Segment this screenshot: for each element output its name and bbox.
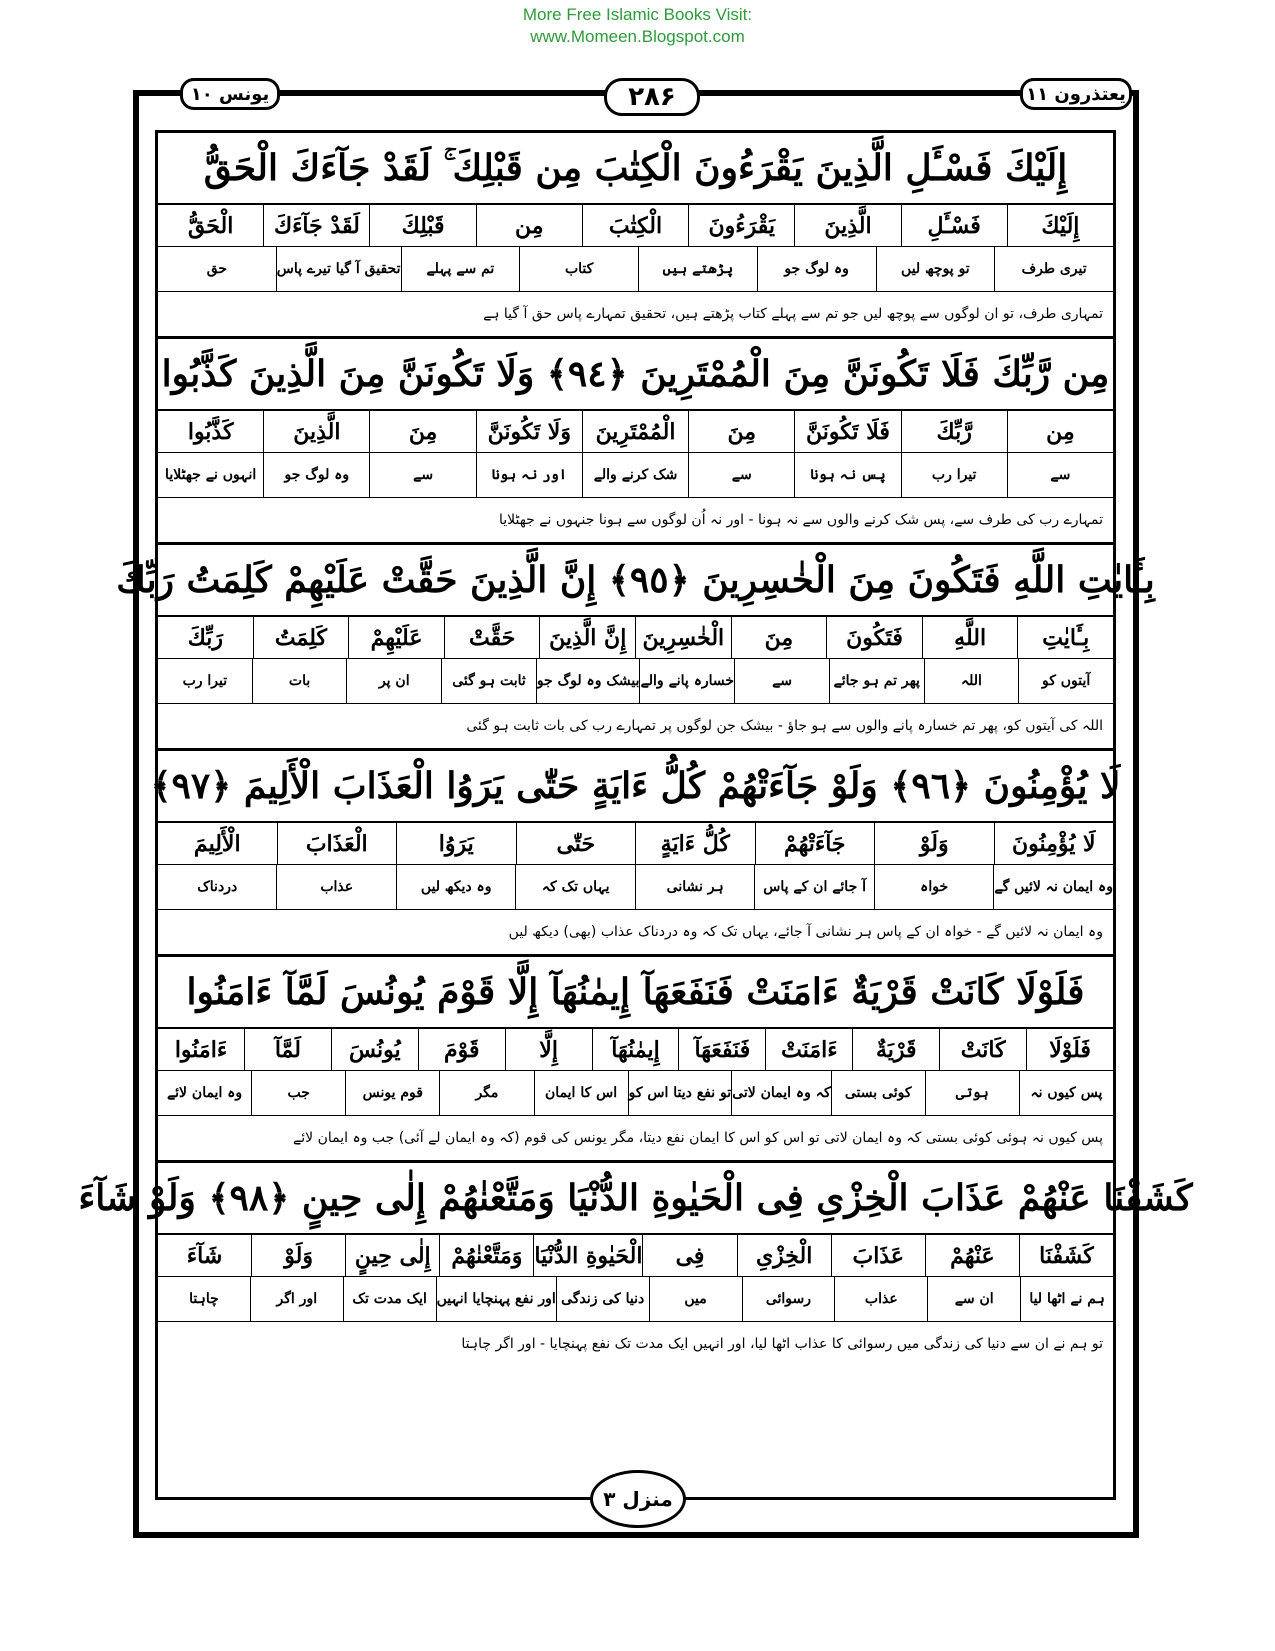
word-cell: ءَامَنَتْ: [765, 1029, 852, 1070]
word-cell: لَمَّآ: [244, 1029, 331, 1070]
word-cell: حَتّٰى: [516, 823, 636, 864]
meaning-cell: تیرا رب: [182, 673, 228, 689]
word-row: [158, 823, 1113, 865]
word-cell: اللَّهِ: [922, 617, 1018, 658]
meaning-cell: تحقیق آ گیا تیرے پاس: [276, 247, 401, 291]
meaning-cell: بات: [252, 659, 347, 703]
word-cell: يُونُسَ: [331, 1029, 418, 1070]
word-cell: الْكِتٰبَ: [582, 205, 688, 246]
meaning-row: [158, 865, 1113, 910]
meaning-cell: یہاں تک کہ: [515, 865, 634, 909]
meaning-cell: آیتوں کو: [1018, 659, 1113, 703]
meaning-cell: سے: [1007, 453, 1113, 497]
meaning-cell: انہوں نے جھٹلایا: [165, 467, 257, 483]
meaning-cell: پڑھتے ہیں: [638, 247, 757, 291]
watermark-line-1: More Free Islamic Books Visit:: [522, 5, 753, 24]
word-cell: وَلَوْ: [874, 823, 994, 864]
meaning-cell: کہ وہ ایمان لاتی: [731, 1071, 830, 1115]
word-cell: شَآءَ: [186, 1242, 223, 1269]
meaning-cell: تو نفع دیتا اس کو: [628, 1071, 732, 1115]
verse-section: [158, 133, 1113, 339]
verse-section: [78, 1163, 1193, 1366]
meaning-cell: سے: [369, 453, 475, 497]
meaning-cell: پس نہ ہونا: [794, 453, 900, 497]
word-cell: إِيمٰنُهَآ: [592, 1029, 679, 1070]
word-cell: الْخِزْىِ: [737, 1235, 831, 1276]
word-cell: مِنَ: [731, 617, 827, 658]
meaning-cell: اس کا ایمان: [534, 1071, 628, 1115]
meaning-cell: شک کرنے والے: [582, 453, 688, 497]
word-cell: حَقَّتْ: [444, 617, 540, 658]
meaning-cell: ان پر: [346, 659, 441, 703]
word-cell: عَذَابَ: [831, 1235, 925, 1276]
meaning-cell: خواہ: [874, 865, 993, 909]
watermark-line-2[interactable]: www.Momeen.Blogspot.com: [530, 27, 745, 46]
word-cell: رَّبِّكَ: [901, 411, 1007, 452]
translation-line: وہ ایمان نہ لائیں گے - خواہ ان کے پاس ہر نشانی آ جائے، یہاں تک کہ وہ دردناک عذاب (بھی) دیکھ لیں: [508, 924, 1103, 940]
meaning-cell: کتاب: [519, 247, 638, 291]
word-cell: ءَامَنُوا: [174, 1036, 228, 1063]
meaning-cell: دردناک: [197, 879, 238, 895]
meaning-cell: وہ لوگ جو: [757, 247, 876, 291]
meaning-cell: پس کیوں نہ: [1019, 1071, 1113, 1115]
word-cell: الَّذِينَ: [794, 205, 900, 246]
word-cell: فِى: [642, 1235, 736, 1276]
word-row: [158, 411, 1113, 453]
word-cell: مِنَ: [688, 411, 794, 452]
meaning-cell: ہوتی: [925, 1071, 1019, 1115]
word-cell: كَذَّبُوا: [187, 418, 234, 445]
word-row: [158, 1235, 1113, 1277]
meaning-cell: سے: [734, 659, 829, 703]
meaning-cell: اللہ: [924, 659, 1019, 703]
meaning-cell: مگر: [439, 1071, 533, 1115]
meaning-cell: اور اگر: [250, 1277, 343, 1321]
meaning-cell: تو پوچھ لیں: [876, 247, 995, 291]
word-cell: فَلَوْلَا: [1026, 1029, 1113, 1070]
word-cell: بِـَٔايٰتِ: [1017, 617, 1113, 658]
meaning-row: [158, 1071, 1113, 1116]
meaning-cell: جب: [251, 1071, 345, 1115]
word-cell: يَقْرَءُونَ: [688, 205, 794, 246]
meaning-cell: وہ ایمان لائے: [166, 1085, 243, 1101]
verse-section: [158, 957, 1113, 1163]
word-row: [158, 205, 1113, 247]
word-cell: لَا يُؤْمِنُونَ: [994, 823, 1114, 864]
meaning-row: [158, 247, 1113, 292]
meaning-cell: پھر تم ہو جائے: [829, 659, 924, 703]
word-cell: فَسْـَٔلِ: [901, 205, 1007, 246]
word-cell: الْمُمْتَرِينَ: [582, 411, 688, 452]
meaning-cell: رسوائی: [742, 1277, 835, 1321]
translation-line: تمہارے رب کی طرف سے، پس شک کرنے والوں سے نہ ہونا - اور نہ اُن لوگوں سے ہونا جنہوں نے جھٹلایا: [498, 512, 1103, 528]
meaning-cell: وہ ایمان نہ لائیں گے: [993, 865, 1113, 909]
page-number: ۲۸۶: [604, 78, 700, 116]
word-cell: فَتَكُونَ: [826, 617, 922, 658]
manzil-badge: منزل ۳: [590, 1470, 686, 1528]
arabic-verse-line: لَا يُؤْمِنُونَ ﴿٩٦﴾ وَلَوْ جَآءَتْهُمْ كُلُّ ءَايَةٍ حَتّٰى يَرَوُا الْعَذَابَ الْأَلِيمَ ﴿٩٧﴾: [158, 751, 1113, 823]
word-cell: كُلُّ ءَايَةٍ: [635, 823, 755, 864]
arabic-verse-line: بِـَٔايٰتِ اللَّهِ فَتَكُونَ مِنَ الْخٰسِرِينَ ﴿٩٥﴾ إِنَّ الَّذِينَ حَقَّتْ عَلَيْهِمْ كَلِمَتُ رَبِّكَ: [158, 545, 1113, 617]
word-cell: مِن: [476, 205, 582, 246]
translation-line: تمہاری طرف، تو ان لوگوں سے پوچھ لیں جو تم سے پہلے کتاب پڑھتے ہیں، تحقیق تمہارے پاس حق آ گیا ہے: [483, 306, 1103, 322]
word-cell: إِلَّا: [505, 1029, 592, 1070]
meaning-cell: بیشک وہ لوگ جو: [536, 659, 640, 703]
arabic-verse-line: مِن رَّبِّكَ فَلَا تَكُونَنَّ مِنَ الْمُمْتَرِينَ ﴿٩٤﴾ وَلَا تَكُونَنَّ مِنَ الَّذِينَ كَذَّبُوا: [158, 339, 1113, 411]
meaning-row: [158, 1277, 1113, 1322]
meaning-cell: اور نفع پہنچایا انہیں: [436, 1277, 556, 1321]
word-cell: رَبِّكَ: [187, 624, 224, 651]
word-cell: وَلَوْ: [251, 1235, 345, 1276]
word-cell: لَقَدْ جَآءَكَ: [263, 205, 369, 246]
word-cell: عَلَيْهِمْ: [348, 617, 444, 658]
meaning-cell: آ جائے ان کے پاس: [754, 865, 873, 909]
word-cell: جَآءَتْهُمْ: [755, 823, 875, 864]
meaning-cell: کوئی بستی: [831, 1071, 925, 1115]
verse-section: [150, 751, 1121, 957]
meaning-cell: اور نہ ہونا: [476, 453, 582, 497]
word-cell: كَانَتْ: [939, 1029, 1026, 1070]
word-row: [158, 1029, 1113, 1071]
meaning-cell: تیری طرف: [994, 247, 1113, 291]
arabic-verse-line: إِلَيْكَ فَسْـَٔلِ الَّذِينَ يَقْرَءُونَ الْكِتٰبَ مِن قَبْلِكَ ۚ لَقَدْ جَآءَكَ الْحَقُّ: [158, 133, 1113, 205]
word-cell: كَلِمَتُ: [253, 617, 349, 658]
word-cell: قَوْمَ: [418, 1029, 505, 1070]
meaning-cell: وہ لوگ جو: [263, 453, 369, 497]
word-cell: فَلَا تَكُونَنَّ: [794, 411, 900, 452]
word-cell: الْخٰسِرِينَ: [635, 617, 731, 658]
meaning-cell: میں: [649, 1277, 742, 1321]
word-cell: قَرْيَةٌ: [852, 1029, 939, 1070]
word-cell: الْأَلِيمَ: [193, 830, 241, 857]
meaning-cell: ثابت ہو گئی: [441, 659, 536, 703]
meaning-cell: وہ دیکھ لیں: [396, 865, 515, 909]
word-cell: مِن: [1007, 411, 1113, 452]
arabic-verse-line: كَشَفْنَا عَنْهُمْ عَذَابَ الْخِزْىِ فِى الْحَيٰوةِ الدُّنْيَا وَمَتَّعْنٰهُمْ إِلٰى حِينٍ ﴿٩٨﴾ وَلَوْ شَآءَ: [158, 1163, 1113, 1235]
arabic-verse-line: فَلَوْلَا كَانَتْ قَرْيَةٌ ءَامَنَتْ فَنَفَعَهَآ إِيمٰنُهَآ إِلَّا قَوْمَ يُونُسَ لَمَّآ ءَامَنُوا: [158, 957, 1113, 1029]
surah-label: یونس ۱۰: [180, 78, 280, 110]
meaning-row: [158, 659, 1113, 704]
translation-line: اللہ کی آیتوں کو، پھر تم خسارہ پانے والوں سے ہو جاؤ - بیشک جن لوگوں پر تمہارے رب کی بات ثابت ہو گئی: [466, 718, 1103, 734]
translation-line: پس کیوں نہ ہوئی کوئی بستی کہ وہ ایمان لاتی تو اس کو اس کا ایمان نفع دیتا، مگر یونس کی قوم (کہ وہ ایمان لے آئی) جب وہ ایمان لائے: [293, 1130, 1103, 1146]
word-cell: الْعَذَابَ: [277, 823, 397, 864]
word-cell: إِلَيْكَ: [1007, 205, 1113, 246]
meaning-cell: حق: [206, 261, 228, 277]
meaning-cell: عذاب: [276, 865, 395, 909]
word-cell: يَرَوُا: [396, 823, 516, 864]
meaning-cell: خسارہ پانے والے: [639, 659, 734, 703]
meaning-cell: ان سے: [927, 1277, 1020, 1321]
meaning-row: [158, 453, 1113, 498]
word-cell: الَّذِينَ: [263, 411, 369, 452]
word-cell: عَنْهُمْ: [925, 1235, 1019, 1276]
meaning-cell: عذاب: [834, 1277, 927, 1321]
word-cell: الْحَقُّ: [187, 212, 234, 239]
verse-section: [158, 339, 1113, 545]
meaning-cell: چاہتا: [189, 1291, 219, 1307]
page-content: [78, 130, 1193, 1500]
meaning-cell: دنیا کی زندگی: [556, 1277, 649, 1321]
word-cell: إِلٰى حِينٍ: [345, 1235, 439, 1276]
word-cell: كَشَفْنَا: [1019, 1235, 1113, 1276]
meaning-cell: سے: [688, 453, 794, 497]
word-cell: وَمَتَّعْنٰهُمْ: [439, 1235, 533, 1276]
meaning-cell: ایک مدت تک: [343, 1277, 436, 1321]
word-cell: إِنَّ الَّذِينَ: [539, 617, 635, 658]
word-cell: فَنَفَعَهَآ: [678, 1029, 765, 1070]
translation-line: تو ہم نے ان سے دنیا کی زندگی میں رسوائی کا عذاب اٹھا لیا، اور انہیں ایک مدت تک نفع پہنچایا - اور اگر چاہتا: [461, 1336, 1103, 1352]
meaning-cell: تیرا رب: [901, 453, 1007, 497]
verse-section: [116, 545, 1155, 751]
meaning-cell: ہر نشانی: [635, 865, 754, 909]
word-cell: الْحَيٰوةِ الدُّنْيَا: [533, 1235, 642, 1276]
para-label: یعتذرون ۱۱: [1020, 78, 1132, 110]
word-row: [158, 617, 1113, 659]
meaning-cell: قوم یونس: [345, 1071, 439, 1115]
word-cell: وَلَا تَكُونَنَّ: [476, 411, 582, 452]
word-cell: مِنَ: [369, 411, 475, 452]
word-cell: قَبْلِكَ: [369, 205, 475, 246]
meaning-cell: تم سے پہلے: [401, 247, 520, 291]
meaning-cell: ہم نے اٹھا لیا: [1020, 1277, 1113, 1321]
